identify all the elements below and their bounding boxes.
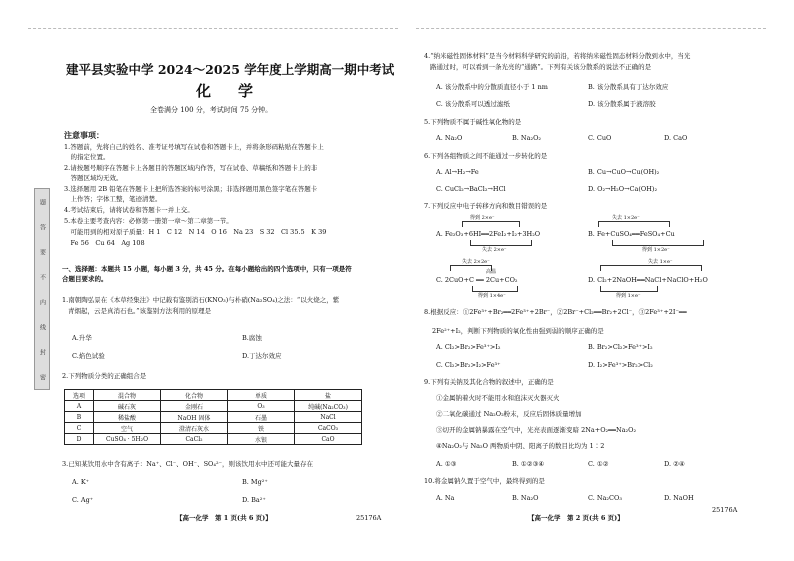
question-10: 10.将金属钠久置于空气中，最终得到的是: [424, 477, 545, 485]
option-d: D.丁达尔效应: [242, 352, 282, 360]
option-c: C. 该分散系可以透过滤纸: [436, 100, 510, 108]
notice-line: 2.请按题号顺序在答题卡上各题目的答题区域内作答，写在试卷、草稿纸和答题卡上的非: [64, 164, 318, 172]
table-cell: NaOH 固体: [161, 412, 228, 423]
table-cell: NaCl: [295, 412, 362, 423]
table-cell: 金刚石: [161, 401, 228, 412]
option-c: C. Ag⁺: [72, 496, 94, 504]
side-label: 内: [38, 298, 46, 305]
q7c-equation: C. 2CuO+C ══ 2Cu+CO₂: [436, 276, 518, 284]
section-heading-cont: 合题目要求的。: [62, 275, 108, 283]
option-a: A. Na₂O: [436, 134, 463, 142]
q7d-top-note: 失去 1×e⁻: [648, 259, 673, 265]
statement: ④Na₂O₂与 Na₂O 两物质中阴、阳离子的数目比均为 1∶2: [436, 442, 605, 450]
table-cell: C: [65, 423, 94, 434]
table-cell: 石墨: [228, 412, 295, 423]
classification-table: [64, 389, 362, 445]
option-c: C. CuO: [588, 134, 612, 142]
option-d: D. NaOH: [664, 494, 694, 502]
option-c: C. ①②: [588, 460, 609, 468]
q7d-top-bracket: [600, 265, 702, 271]
option-a: A. ①③: [436, 460, 457, 468]
page-footer: 【高一化学 第 2 页(共 6 页)】: [528, 514, 624, 522]
side-label: 线: [38, 323, 46, 330]
option-b: B.腐蚀: [242, 334, 262, 342]
notice-line: 5.本卷主要考查内容：必修第一册第一章～第二章第一节。: [64, 217, 233, 225]
table-cell: 碱石灰: [94, 401, 161, 412]
option-c: C. CuCl₂→BaCl₂→HCl: [436, 185, 506, 193]
page-code: 25176A: [356, 514, 382, 522]
notice-line: 1.答题前，先将自己的姓名、准考证号填写在试卷和答题卡上，并将条形码粘贴在答题卡上: [64, 143, 324, 151]
q7b-top-note: 失去 1×2e⁻: [612, 215, 640, 221]
option-b: B. Cu→CuO→Cu(OH)₂: [588, 168, 660, 176]
question-2: 2.下列物质分类的正确组合是: [62, 372, 147, 380]
notice-line: 的指定位置。: [64, 153, 110, 161]
table-cell: CaCl₂: [161, 434, 228, 445]
q7c-bottom-note: 得到 1×4e⁻: [478, 293, 506, 299]
table-row: [65, 423, 362, 434]
option-b: B. Na₂O₂: [512, 134, 542, 142]
side-label: 密: [38, 373, 46, 380]
q7c-top-note: 失去 2×2e⁻: [462, 259, 490, 265]
notice-line: 3.选择题用 2B 铅笔在答题卡上把所选答案的标号涂黑；非选择题用黑色签字笔在答题卡: [64, 185, 318, 193]
side-label: 要: [38, 248, 46, 255]
option-d: D. ②④: [664, 460, 685, 468]
statement: ③切开的金属钠暴露在空气中，光亮表面逐渐变暗 2Na+O₂══Na₂O₂: [436, 426, 637, 434]
table-row: [65, 390, 362, 401]
q7a-bottom-note: 失去 2×e⁻: [482, 247, 507, 253]
question-8: 8.根据反应：①2Fe³⁺+Br₂══2Fe³⁺+2Br⁻，②2Br⁻+Cl₂══Br₂+2Cl⁻，③2Fe³⁺+2I⁻══: [424, 308, 687, 316]
table-cell: A: [65, 401, 94, 412]
option-d: D. I₂>Fe³⁺>Br₂>Cl₂: [588, 361, 653, 369]
page-footer: 【高一化学 第 1 页(共 6 页)】: [176, 514, 272, 522]
table-row: [65, 412, 362, 423]
table-cell: 空气: [94, 423, 161, 434]
q7b-bottom-note: 得到 1×2e⁻: [642, 247, 670, 253]
option-d: D. CaO: [664, 134, 688, 142]
table-cell: CuSO₄ · 5H₂O: [94, 434, 161, 445]
q7d-equation: D. Cl₂+2NaOH══NaCl+NaClO+H₂O: [588, 276, 708, 284]
question-6: 6.下列各组物质之间不能通过一步转化的是: [424, 152, 548, 160]
side-label: 题: [38, 198, 46, 205]
table-cell: 盐: [295, 390, 362, 401]
table-cell: CaO: [295, 434, 362, 445]
option-b: B. Na₂O: [512, 494, 539, 502]
option-d: D. 该分散系属于液溶胶: [588, 100, 656, 108]
option-a: A. Al→H₂→Fe: [436, 168, 479, 176]
statement: ①金属钠着火时不能用水和泡沫灭火器灭火: [436, 394, 560, 402]
table-cell: 纯碱(Na₂CO₃): [295, 401, 362, 412]
option-a: A. 该分散系中的分散质直径小于 1 nm: [436, 83, 548, 91]
table-cell: 澄清石灰水: [161, 423, 228, 434]
question-1: 1.南朝陶弘景在《本草经集注》中记载有鉴别消石(KNO₃)与朴硝(Na₂SO₄)之法：“以火烧之，紫: [62, 296, 340, 304]
exam-title: 建平县实验中学 2024～2025 学年度上学期高一期中考试: [66, 62, 395, 77]
notice-line: 可能用到的相对原子质量：H 1 C 12 N 14 O 16 Na 23 S 32 Cl 35.5 K 39: [64, 228, 327, 236]
q7a-equation: A. Fe₂O₃+6HI══2FeI₂+I₂+3H₂O: [436, 230, 541, 238]
section-heading: 一、选择题：本题共 15 小题，每小题 3 分，共 45 分。在每小题给出的四个选项中，只有一项是符: [62, 265, 352, 273]
side-label: 不: [38, 273, 46, 280]
table-cell: 化合物: [161, 390, 228, 401]
notice-line: Fe 56 Cu 64 Ag 108: [64, 239, 145, 247]
option-a: A. Na: [436, 494, 455, 502]
binding-strip: [34, 188, 50, 390]
table-cell: 铁: [228, 423, 295, 434]
question-3: 3.已知某饮用水中含有离子：Na⁺、Cl⁻、OH⁻、SO₄²⁻，则该饮用水中还可能大量存在: [62, 460, 314, 468]
exam-meta: 全卷满分 100 分，考试时间 75 分钟。: [150, 106, 273, 114]
notice-line: 4.考试结束后，请将试卷和答题卡一并上交。: [64, 206, 194, 214]
option-a: A.升华: [72, 334, 92, 342]
option-b: B. 该分散系具有丁达尔效应: [588, 83, 669, 91]
option-b: B. Mg²⁺: [242, 478, 268, 486]
question-7: 7.下列反应中电子转移方向和数目错误的是: [424, 202, 548, 210]
side-label: 封: [38, 348, 46, 355]
q7b-equation: B. Fe+CuSO₄══FeSO₄+Cu: [588, 230, 675, 238]
table-cell: 选项: [65, 390, 94, 401]
notice-line: 答题区域均无效。: [64, 174, 123, 182]
option-a: A. Cl₂>Br₂>Fe³⁺>I₂: [436, 343, 501, 351]
subject-title: 化 学: [196, 82, 260, 100]
table-cell: 混合物: [94, 390, 161, 401]
option-b: B. ①②③④: [512, 460, 545, 468]
question-1-cont: 青烟起，云是真消石也。”该鉴别方法利用的原理是: [68, 307, 212, 315]
table-cell: D: [65, 434, 94, 445]
option-d: D. O₂→H₂O→Ca(OH)₂: [588, 185, 658, 193]
option-a: A. K⁺: [72, 478, 90, 486]
question-4-cont: 路通过时，可以看到一条光亮的“通路”。下列有关该分散系的说法不正确的是: [430, 63, 652, 71]
table-row: [65, 401, 362, 412]
table-cell: 稀盐酸: [94, 412, 161, 423]
option-c: C. Na₂CO₃: [588, 494, 622, 502]
q7c-condition: 高温: [486, 269, 497, 275]
question-4: 4.“纳米磁性固体材料”是当今材料科学研究的前沿，若将纳米磁性固态材料分散到水中，当光: [424, 52, 691, 60]
statement: ②二氧化碳通过 Na₂O₂粉末，反应后固体质量增加: [436, 410, 582, 418]
table-cell: CaCO₃: [295, 423, 362, 434]
table-cell: 水银: [228, 434, 295, 445]
q7a-top-note: 得到 2×e⁻: [470, 215, 495, 221]
q7b-top-bracket: [598, 221, 670, 227]
question-5: 5.下列物质不属于碱性氧化物的是: [424, 118, 522, 126]
table-cell: 单质: [228, 390, 295, 401]
option-c: C. Cl₂>Br₂>I₂>Fe³⁺: [436, 361, 501, 369]
q7d-bottom-note: 得到 1×e⁻: [616, 293, 641, 299]
option-b: B. Br₂>Cl₂>Fe³⁺>I₂: [588, 343, 653, 351]
option-d: D. Ba²⁺: [242, 496, 266, 504]
table-row: [65, 434, 362, 445]
side-label: 答: [38, 223, 46, 230]
q7a-top-bracket: [462, 221, 520, 227]
notice-line: 上作答；字体工整，笔迹清楚。: [64, 195, 162, 203]
notice-title: 注意事项：: [64, 130, 104, 140]
page-code: 25176A: [712, 506, 738, 514]
option-c: C.焰色试验: [72, 352, 105, 360]
table-cell: O₃: [228, 401, 295, 412]
question-8-cont: 2Fe²⁺+I₂，判断下列物质的氧化性由强到弱的顺序正确的是: [432, 327, 604, 335]
question-9: 9.下列有关钠及其化合物的叙述中，正确的是: [424, 378, 554, 386]
table-cell: B: [65, 412, 94, 423]
